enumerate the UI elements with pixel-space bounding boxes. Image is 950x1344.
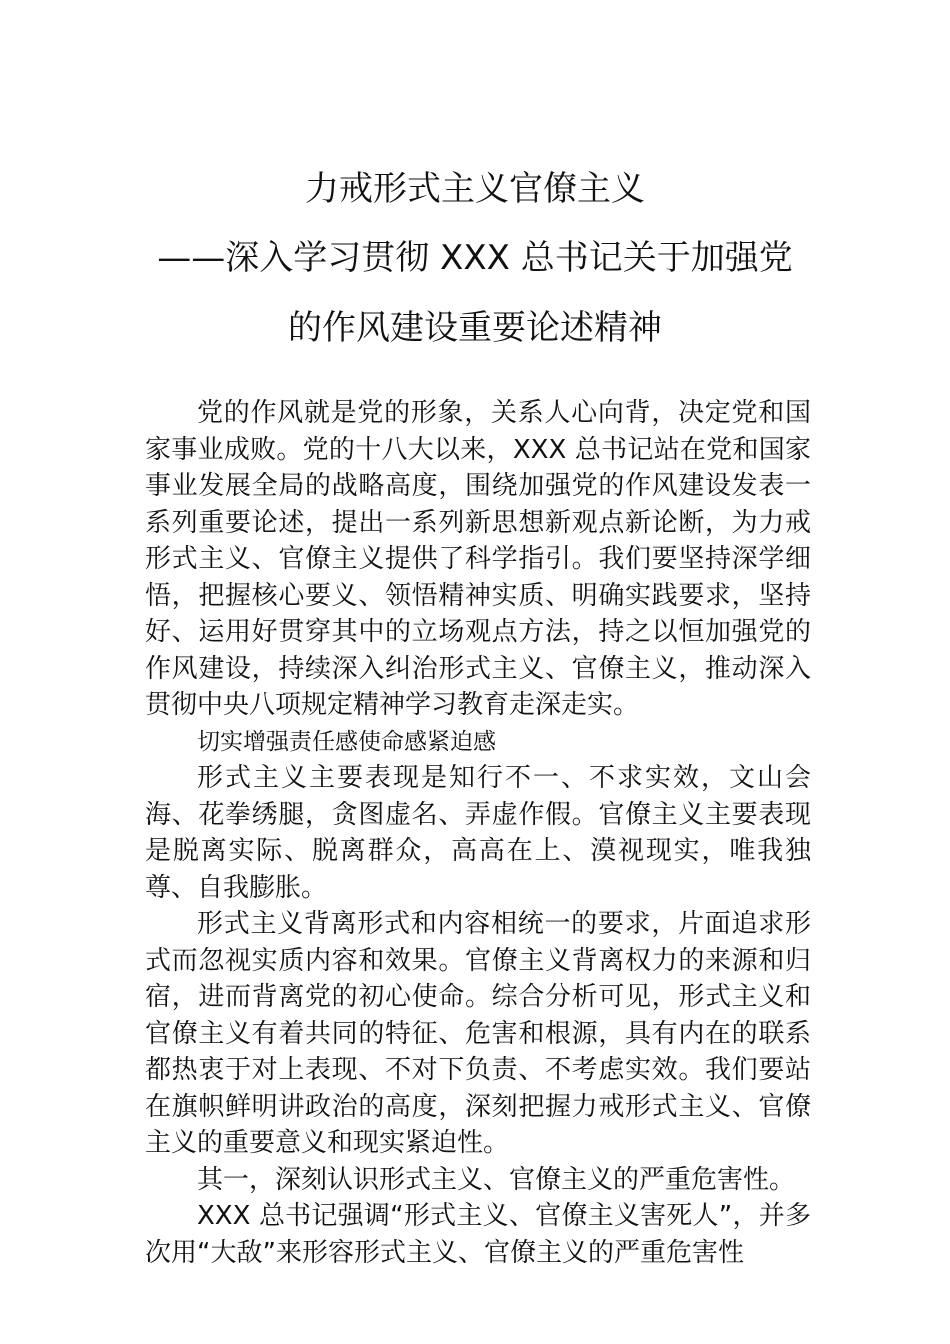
paragraph-analysis: 形式主义背离形式和内容相统一的要求，片面追求形式而忽视实质内容和效果。官僚主义背离权力的来源和归宿，进而背离党的初心使命。综合分析可见，形式主义和官僚主义有着共同的特征、危害和根源，具有内在的联系都热衷于对上表现、不对下负责、不考虑实效。我们要站在旗帜鲜明讲政治的高度，深刻把握力戒形式主义、官僚主义的重要意义和现实紧迫性。	[145, 909, 811, 1158]
title-line-2: ——深入学习贯彻 XXX 总书记关于加强党	[157, 238, 793, 278]
title-line-3: 的作风建设重要论述精神	[288, 308, 662, 348]
title-line-1: 力戒形式主义官僚主义	[305, 169, 645, 209]
article-body	[145, 395, 811, 1271]
paragraph-intro: 党的作风就是党的形象，关系人心向背，决定党和国家事业成败。党的十八大以来，XXX 总书记站在党和国家事业发展全局的战略高度，围绕加强党的作风建设发表一系列重要论述，提出一系列新思想新观点新论断，为力戒形式主义、官僚主义提供了科学指引。我们要坚持深学细悟，把握核心要义、领悟精神实质、明确实践要求，坚持好、运用好贯穿其中的立场观点方法，持之以恒加强党的作风建设，持续深入纠治形式主义、官僚主义，推动深入贯彻中央八项规定精神学习教育走深走实。	[145, 398, 811, 720]
section-heading: 切实增强责任感使命感紧迫感	[197, 728, 496, 755]
paragraph-point-one: 其一，深刻认识形式主义、官僚主义的严重危害性。	[197, 1164, 796, 1195]
paragraph-manifestations: 形式主义主要表现是知行不一、不求实效，文山会海、花拳绣腿，贪图虚名、弄虚作假。官僚主义主要表现是脱离实际、脱离群众，高高在上、漠视现实，唯我独尊、自我膨胀。	[145, 763, 811, 903]
paragraph-quote: XXX 总书记强调“形式主义、官僚主义害死人”，并多次用“大敌”来形容形式主义、官僚主义的严重危害性	[145, 1201, 811, 1268]
